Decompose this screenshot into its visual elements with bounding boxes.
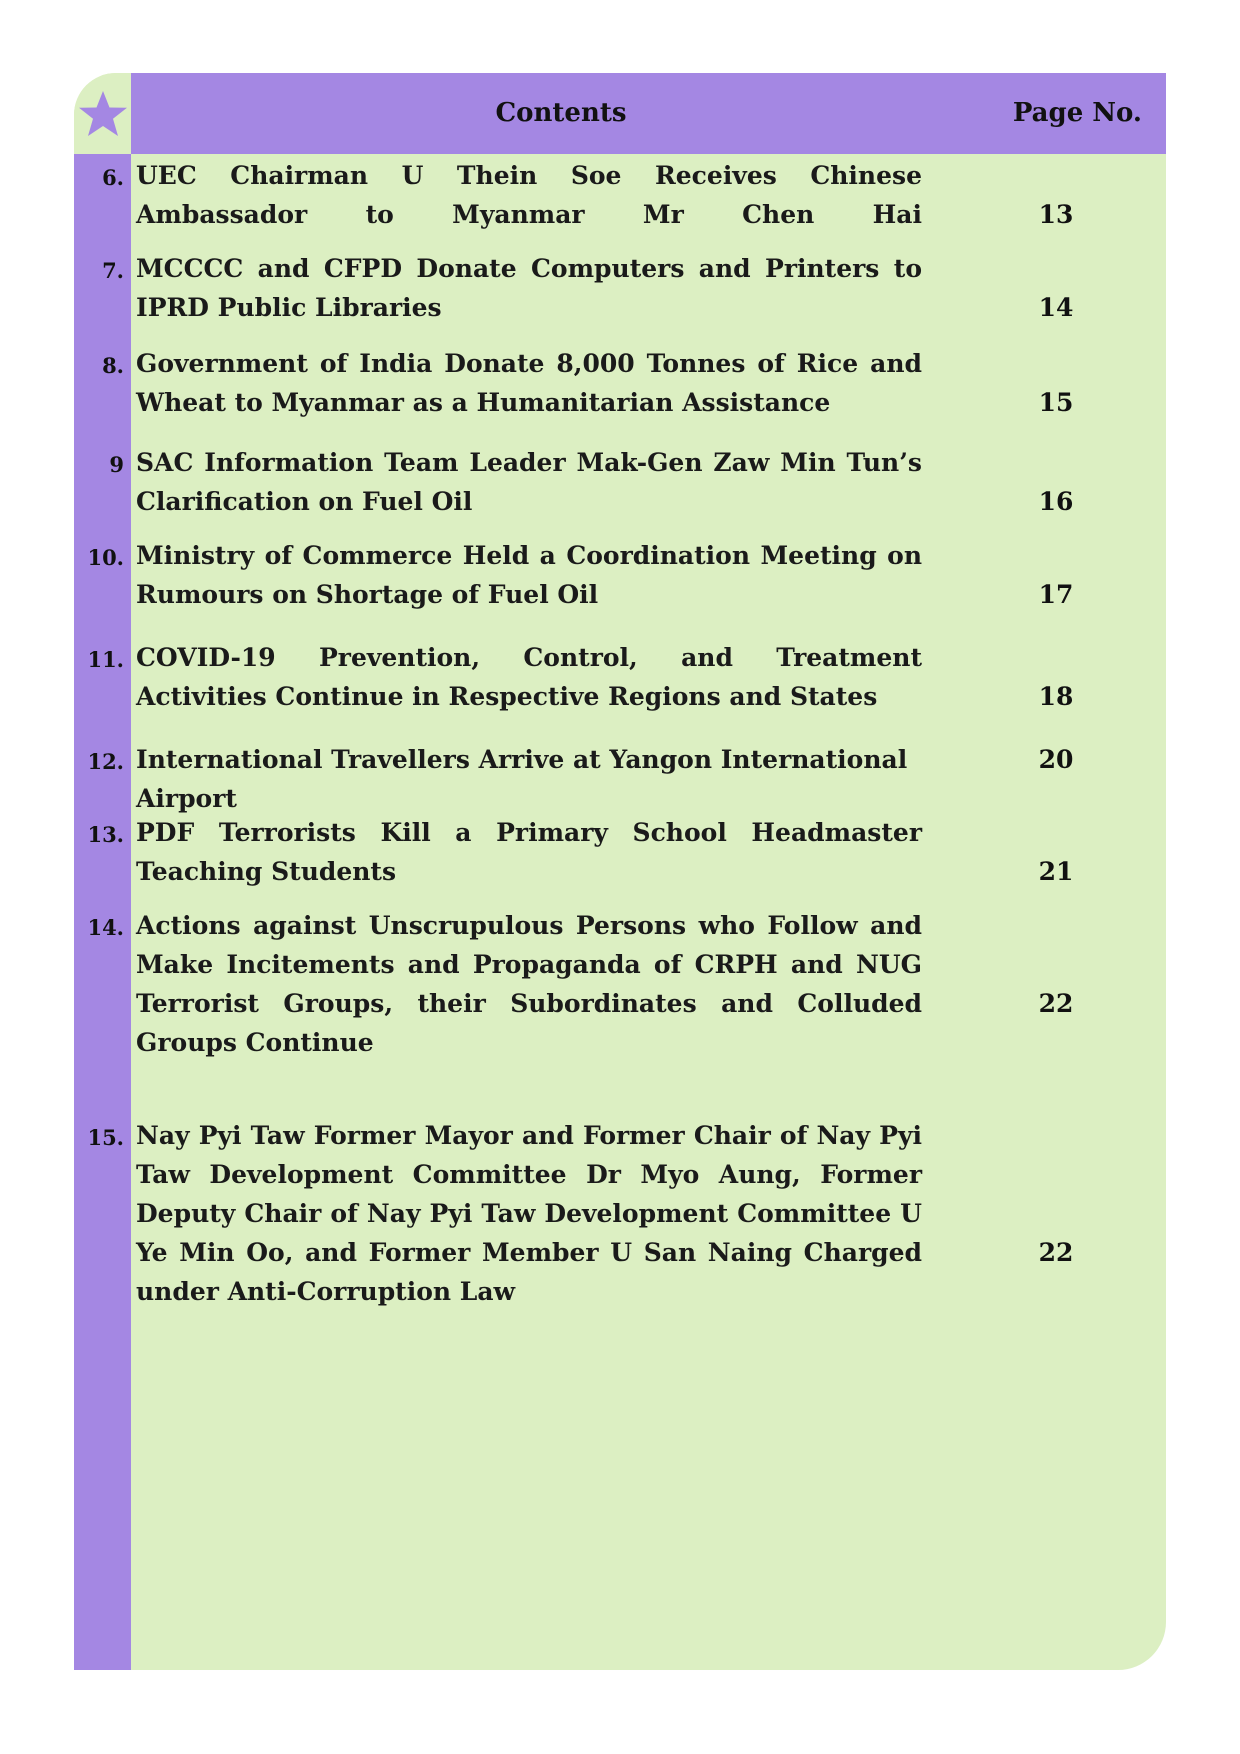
contents-panel	[74, 73, 1166, 1670]
entry-title[interactable]: MCCCC and CFPD Donate Computers and Printers to IPRD Public Libraries	[136, 254, 922, 322]
page-no-heading: Page No.	[1012, 98, 1142, 128]
entry-page: 13	[1038, 200, 1074, 229]
side-strip	[74, 154, 131, 1670]
entry-number: 14.	[87, 915, 124, 940]
entry-title[interactable]: Nay Pyi Taw Former Mayor and Former Chair of Nay Pyi Taw Development Committee Dr Myo Aung, Former Deputy Chair of Nay Pyi Taw Development Committee U Ye Min Oo, and Former Member U San Naing Charged under Anti-Corruption Law	[136, 1121, 922, 1306]
entry-title[interactable]: International Travellers Arrive at Yangon International Airport	[136, 745, 908, 813]
star-icon	[77, 88, 129, 140]
entry-page: 22	[1038, 989, 1074, 1018]
entry-number: 6.	[102, 165, 124, 190]
table-header	[131, 73, 1166, 154]
entry-page: 15	[1038, 388, 1074, 417]
entry-title[interactable]: Actions against Unscrupulous Persons who Follow and Make Incitements and Propaganda of CRPH and NUG Terrorist Groups, their Subordinates and Colluded Groups Continue	[136, 911, 922, 1057]
entry-number: 13.	[87, 822, 124, 847]
entry-page: 22	[1038, 1238, 1074, 1267]
entry-number: 15.	[87, 1125, 124, 1150]
corner-badge	[74, 73, 131, 154]
entry-page: 17	[1038, 580, 1074, 609]
entry-title[interactable]: UEC Chairman U Thein Soe Receives Chinese Ambassador to Myanmar Mr Chen Hai	[136, 161, 922, 229]
entry-title[interactable]: Government of India Donate 8,000 Tonnes of Rice and Wheat to Myanmar as a Humanitarian Assistance	[136, 349, 922, 417]
entry-page: 16	[1038, 487, 1074, 516]
entry-title[interactable]: COVID-19 Prevention, Control, and Treatment Activities Continue in Respective Regions and States	[136, 643, 922, 711]
entry-number: 7.	[102, 258, 124, 283]
entry-number: 8.	[102, 353, 124, 378]
entry-title[interactable]: Ministry of Commerce Held a Coordination Meeting on Rumours on Shortage of Fuel Oil	[136, 541, 922, 609]
entry-number: 12.	[87, 749, 124, 774]
entry-title[interactable]: SAC Information Team Leader Mak-Gen Zaw Min Tun’s Clarification on Fuel Oil	[136, 448, 922, 516]
entry-number: 9	[109, 452, 124, 477]
entry-number: 10.	[87, 545, 124, 570]
entry-title[interactable]: PDF Terrorists Kill a Primary School Headmaster Teaching Students	[136, 818, 922, 886]
entry-page: 20	[1038, 745, 1074, 774]
entry-number: 11.	[87, 647, 124, 672]
entry-page: 14	[1038, 293, 1074, 322]
contents-heading: Contents	[495, 98, 627, 128]
entry-page: 21	[1038, 857, 1074, 886]
entry-page: 18	[1038, 682, 1074, 711]
